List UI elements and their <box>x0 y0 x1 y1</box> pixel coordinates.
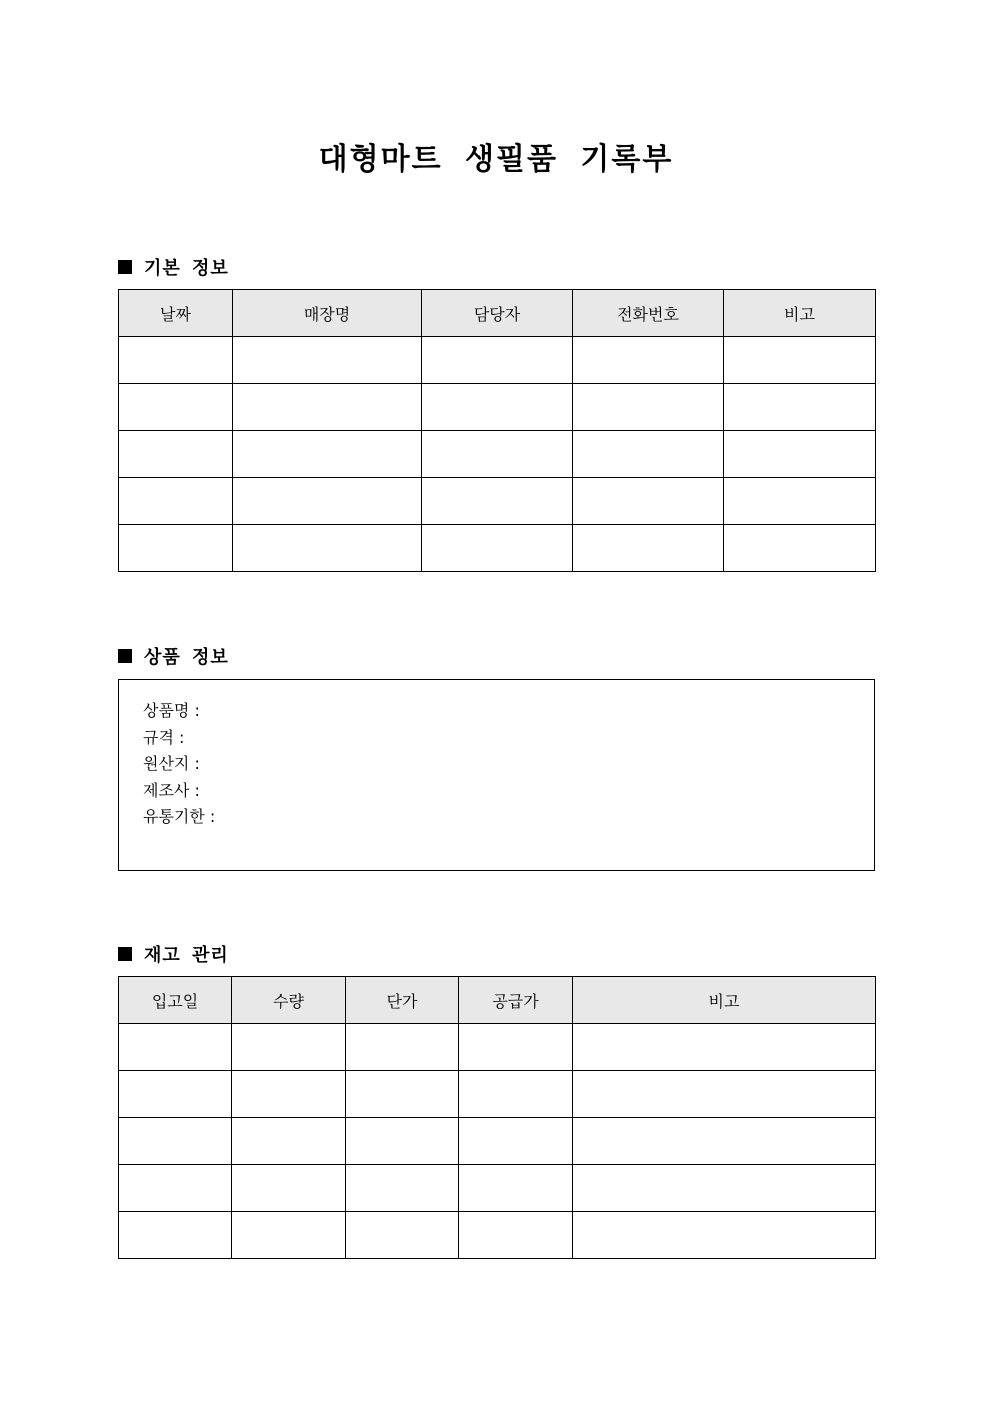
table-cell[interactable] <box>233 525 422 572</box>
table-cell[interactable] <box>724 478 876 525</box>
column-header-date: 날짜 <box>119 290 233 337</box>
table-cell[interactable] <box>459 1071 573 1118</box>
table-cell[interactable] <box>233 431 422 478</box>
field-label: 상품명 : <box>143 701 200 720</box>
table-cell[interactable] <box>459 1212 573 1259</box>
table-row <box>119 525 876 572</box>
square-bullet-icon <box>118 649 132 663</box>
basic-info-table <box>118 289 876 572</box>
table-cell[interactable] <box>346 1118 459 1165</box>
table-cell[interactable] <box>119 337 233 384</box>
table-cell[interactable] <box>573 384 724 431</box>
table-cell[interactable] <box>232 1071 346 1118</box>
table-row <box>119 431 876 478</box>
product-field-expiry[interactable] <box>143 804 215 831</box>
table-cell[interactable] <box>724 384 876 431</box>
table-cell[interactable] <box>573 1165 876 1212</box>
table-row <box>119 1071 876 1118</box>
table-cell[interactable] <box>119 1071 232 1118</box>
table-row <box>119 1024 876 1071</box>
table-cell[interactable] <box>119 384 233 431</box>
table-cell[interactable] <box>119 478 233 525</box>
product-field-spec[interactable] <box>143 725 215 752</box>
section-heading-basic-info <box>118 254 229 280</box>
table-row <box>119 384 876 431</box>
table-row <box>119 1212 876 1259</box>
section-heading-inventory <box>118 941 229 967</box>
table-row <box>119 337 876 384</box>
table-cell[interactable] <box>346 1212 459 1259</box>
table-cell[interactable] <box>724 431 876 478</box>
table-cell[interactable] <box>724 525 876 572</box>
table-cell[interactable] <box>459 1118 573 1165</box>
table-header-row <box>119 290 876 337</box>
table-cell[interactable] <box>232 1165 346 1212</box>
column-header-supply-price: 공급가 <box>459 977 573 1024</box>
square-bullet-icon <box>118 947 132 961</box>
table-cell[interactable] <box>232 1212 346 1259</box>
table-cell[interactable] <box>119 1165 232 1212</box>
table-cell[interactable] <box>232 1118 346 1165</box>
table-cell[interactable] <box>459 1024 573 1071</box>
table-cell[interactable] <box>573 525 724 572</box>
section-heading-label: 상품 정보 <box>144 647 229 668</box>
table-cell[interactable] <box>346 1071 459 1118</box>
table-cell[interactable] <box>119 1118 232 1165</box>
section-heading-label: 기본 정보 <box>144 258 229 279</box>
table-cell[interactable] <box>573 1071 876 1118</box>
table-cell[interactable] <box>119 1212 232 1259</box>
table-cell[interactable] <box>119 431 233 478</box>
column-header-note: 비고 <box>573 977 876 1024</box>
table-cell[interactable] <box>422 478 573 525</box>
table-cell[interactable] <box>422 384 573 431</box>
square-bullet-icon <box>118 260 132 274</box>
field-label: 유통기한 : <box>143 807 216 826</box>
table-header-row <box>119 977 876 1024</box>
column-header-note: 비고 <box>724 290 876 337</box>
table-cell[interactable] <box>422 337 573 384</box>
table-cell[interactable] <box>573 337 724 384</box>
product-field-list <box>143 698 215 831</box>
table-row <box>119 1118 876 1165</box>
table-cell[interactable] <box>346 1165 459 1212</box>
table-cell[interactable] <box>573 1212 876 1259</box>
product-field-origin[interactable] <box>143 751 215 778</box>
field-label: 원산지 : <box>143 754 200 773</box>
table-cell[interactable] <box>422 525 573 572</box>
table-row <box>119 478 876 525</box>
product-info-box <box>118 679 875 871</box>
table-cell[interactable] <box>233 384 422 431</box>
table-row <box>119 1165 876 1212</box>
field-label: 규격 : <box>143 727 185 747</box>
product-field-name[interactable] <box>143 698 215 725</box>
table-cell[interactable] <box>119 525 233 572</box>
column-header-unit-price: 단가 <box>346 977 459 1024</box>
table-cell[interactable] <box>573 478 724 525</box>
table-cell[interactable] <box>233 478 422 525</box>
table-cell[interactable] <box>459 1165 573 1212</box>
field-label: 제조사 : <box>143 780 200 800</box>
section-heading-product-info <box>118 643 229 669</box>
table-cell[interactable] <box>233 337 422 384</box>
table-cell[interactable] <box>573 431 724 478</box>
section-heading-label: 재고 관리 <box>144 945 229 966</box>
table-cell[interactable] <box>422 431 573 478</box>
column-header-phone: 전화번호 <box>573 290 724 337</box>
table-cell[interactable] <box>724 337 876 384</box>
table-cell[interactable] <box>346 1024 459 1071</box>
inventory-table <box>118 976 876 1259</box>
table-cell[interactable] <box>573 1118 876 1165</box>
column-header-receipt-date: 입고일 <box>119 977 232 1024</box>
table-cell[interactable] <box>232 1024 346 1071</box>
column-header-store-name: 매장명 <box>233 290 422 337</box>
column-header-quantity: 수량 <box>232 977 346 1024</box>
table-cell[interactable] <box>573 1024 876 1071</box>
document-title: 대형마트 생필품 기록부 <box>318 142 674 177</box>
column-header-manager: 담당자 <box>422 290 573 337</box>
product-field-manufacturer[interactable] <box>143 778 215 805</box>
table-cell[interactable] <box>119 1024 232 1071</box>
